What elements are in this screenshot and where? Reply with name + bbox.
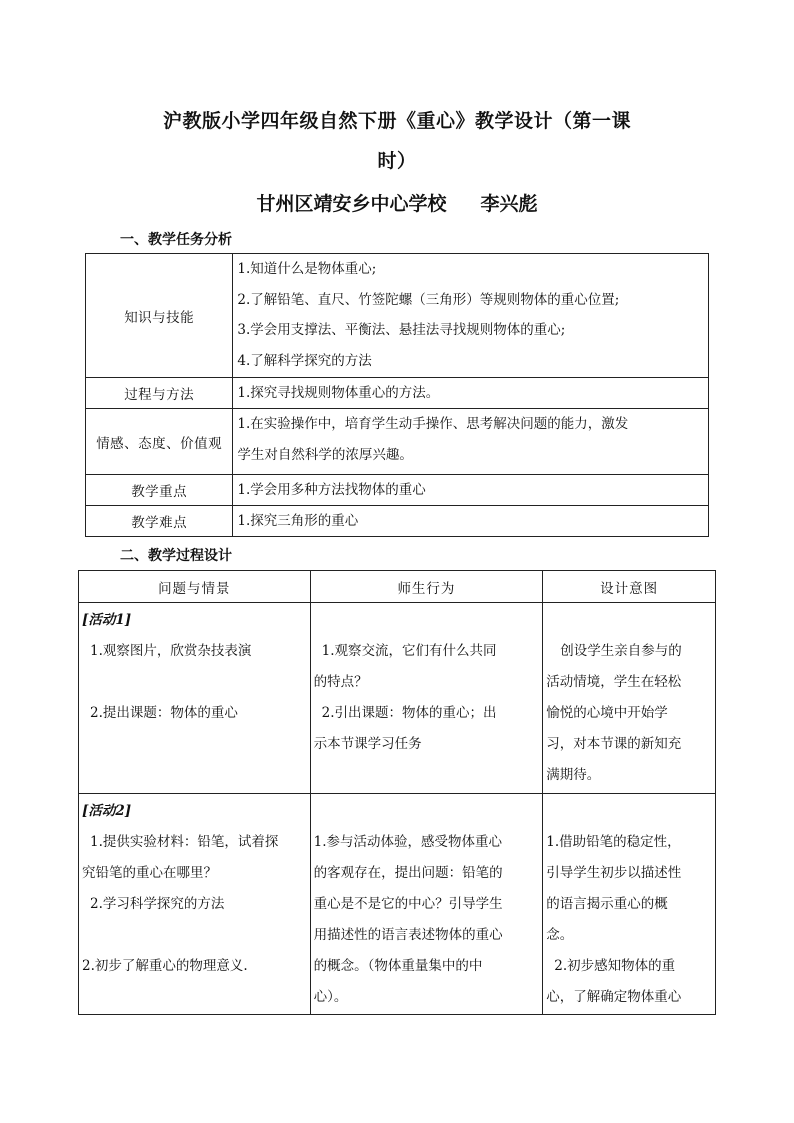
content-line: 1.提供实验材料：铅笔，试着探 xyxy=(90,834,279,850)
content-line: 示本节课学习任务 xyxy=(313,736,422,752)
content-line: 2.引出课题：物体的重心；出 xyxy=(321,705,497,721)
content-line: 愉悦的心境中开始学 xyxy=(546,705,668,721)
table-row xyxy=(86,378,709,409)
content-line: 1.观察图片，欣赏杂技表演 xyxy=(90,643,252,659)
column-header-intent: 设计意图 xyxy=(543,571,716,603)
column-header-scenario: 问题与情景 xyxy=(79,571,311,603)
content-line: 用描述性的语言表述物体的重心 xyxy=(313,927,503,943)
row-label-emotion: 情感、态度、价值观 xyxy=(86,409,233,475)
row-label-process: 过程与方法 xyxy=(86,378,233,409)
table-row xyxy=(86,409,709,475)
content-line: 1.学会用多种方法找物体的重心 xyxy=(237,482,426,498)
document-title-line2: 时） xyxy=(377,150,417,172)
content-line: 2.提出课题：物体的重心 xyxy=(90,705,238,721)
content-line: 引导学生初步以描述性 xyxy=(546,865,682,881)
row-content-key-point xyxy=(233,475,709,506)
content-line: 1.借助铅笔的稳定性， xyxy=(546,834,681,850)
row-label-knowledge: 知识与技能 xyxy=(86,254,233,378)
table-row xyxy=(79,794,716,1015)
table-header-row xyxy=(79,571,716,603)
activity2-scenario-cell xyxy=(79,794,311,1015)
content-line: 1.参与活动体验，感受物体重心 xyxy=(313,834,503,850)
content-line: 2.初步了解重心的物理意义. xyxy=(82,958,248,974)
content-line: 的客观存在，提出问题：铅笔的 xyxy=(313,865,503,881)
table-row xyxy=(86,254,709,378)
school-name: 甘州区靖安乡中心学校 xyxy=(256,193,447,215)
content-line: 2.初步感知物体的重 xyxy=(554,958,676,974)
process-design-table xyxy=(78,570,716,1015)
activity2-label: [活动2] xyxy=(82,803,132,819)
content-line: 心，了解确定物体重心 xyxy=(546,989,682,1005)
content-line: 满期待。 xyxy=(546,767,601,783)
column-header-behavior: 师生行为 xyxy=(310,571,543,603)
activity1-behavior-cell xyxy=(310,603,543,794)
content-line: 的概念。（物体重量集中的中 xyxy=(313,958,483,974)
content-line: 4.了解科学探究的方法 xyxy=(237,352,372,369)
content-line: 1.知道什么是物体重心; xyxy=(237,261,377,277)
content-line: 活动情境，学生在轻松 xyxy=(546,674,682,690)
activity1-label: [活动1] xyxy=(82,612,132,628)
content-line: 1.探究三角形的重心 xyxy=(237,513,359,529)
activity2-intent-cell xyxy=(543,794,716,1015)
content-line: 念。 xyxy=(546,927,574,943)
content-line: 2.了解铅笔、直尺、竹签陀螺（三角形）等规则物体的重心位置; xyxy=(237,291,620,308)
author-name: 李兴彪 xyxy=(480,193,538,215)
task-analysis-table xyxy=(85,253,709,537)
content-line: 的语言揭示重心的概 xyxy=(546,896,668,912)
content-line: 习，对本节课的新知充 xyxy=(546,736,682,752)
content-line: 的特点？ xyxy=(313,674,368,690)
document-title-line1: 沪教版小学四年级自然下册《重心》教学设计（第一课 xyxy=(162,110,631,132)
row-content-knowledge xyxy=(233,254,709,378)
content-line: 3.学会用支撑法、平衡法、悬挂法寻找规则物体的重心; xyxy=(237,322,566,338)
table-row xyxy=(86,475,709,506)
content-line: 2.学习科学探究的方法 xyxy=(90,896,225,912)
table-row xyxy=(79,603,716,794)
content-line: 创设学生亲自参与的 xyxy=(560,643,682,659)
content-line: 究铅笔的重心在哪里？ xyxy=(82,865,217,881)
activity1-intent-cell xyxy=(543,603,716,794)
row-content-process xyxy=(233,378,709,409)
content-line: 心）。 xyxy=(313,989,348,1005)
row-content-difficulty xyxy=(233,506,709,537)
section1-heading: 一、教学任务分析 xyxy=(120,232,232,248)
section2-heading: 二、教学过程设计 xyxy=(120,548,232,564)
content-line: 学生对自然科学的浓厚兴趣。 xyxy=(237,447,413,463)
row-label-key-point: 教学重点 xyxy=(86,475,233,506)
content-line: 重心是不是它的中心？引导学生 xyxy=(313,896,503,912)
activity1-scenario-cell xyxy=(79,603,311,794)
content-line: 1.观察交流，它们有什么共同 xyxy=(321,643,497,659)
table-row xyxy=(86,506,709,537)
activity2-behavior-cell xyxy=(310,794,543,1015)
row-content-emotion xyxy=(233,409,709,475)
author-line xyxy=(0,189,794,216)
content-line: 1.探究寻找规则物体重心的方法。 xyxy=(237,385,440,401)
content-line: 1.在实验操作中，培育学生动手操作、思考解决问题的能力，激发 xyxy=(237,416,629,432)
row-label-difficulty: 教学难点 xyxy=(86,506,233,537)
